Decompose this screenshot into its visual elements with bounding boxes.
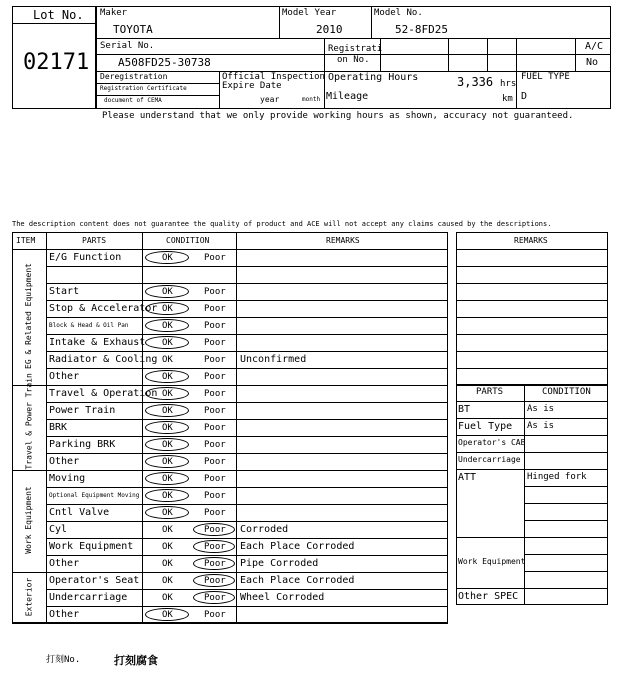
table-header-item: ITEM <box>16 236 36 245</box>
ok-circle-mark <box>145 489 189 502</box>
inspection-label-1: Official Inspection <box>222 72 325 82</box>
part-name: Other <box>49 558 80 569</box>
ok-option: OK <box>162 406 173 416</box>
remark-text: Unconfirmed <box>240 354 307 365</box>
poor-option: Poor <box>204 576 226 586</box>
fuel-type-label: FUEL TYPE <box>521 72 570 82</box>
part-name: Intake & Exhaust <box>49 337 146 348</box>
part-name: BRK <box>49 422 68 433</box>
description-notice: The description content does not guarantee the quality of product and ACE will not accept any claims caused by the descriptions. <box>12 220 552 228</box>
poor-option: Poor <box>204 423 226 433</box>
part-name: Undercarriage <box>49 592 128 603</box>
poor-option: Poor <box>204 321 226 331</box>
ok-circle-mark <box>145 506 189 519</box>
ok-option: OK <box>162 508 173 518</box>
month-label: month <box>302 96 321 103</box>
part-name: E/G Function <box>49 252 122 263</box>
stamp-label: 打刻No. <box>46 655 81 665</box>
serial-value: A508FD25-30738 <box>118 56 211 69</box>
poor-option: Poor <box>204 406 226 416</box>
hours-notice: Please understand that we only provide working hours as shown, accuracy not guaranteed. <box>102 111 574 121</box>
table-header-condition: CONDITION <box>166 236 210 245</box>
part-name: Start <box>49 286 80 297</box>
poor-option: Poor <box>204 593 226 603</box>
poor-option: Poor <box>204 440 226 450</box>
ac-value: No <box>586 57 599 68</box>
ok-circle-mark <box>145 472 189 485</box>
ok-option: OK <box>162 440 173 450</box>
part-name: Moving <box>49 473 86 484</box>
ok-option: OK <box>162 610 173 620</box>
ok-option: OK <box>162 525 173 535</box>
att-label: ATT <box>458 472 477 483</box>
registration-certificate-label: Registration Certificate <box>100 85 187 92</box>
ac-label: A/C <box>585 41 604 52</box>
ok-circle-mark <box>145 370 189 383</box>
poor-option: Poor <box>204 372 226 382</box>
ok-option: OK <box>162 542 173 552</box>
ok-circle-mark <box>145 455 189 468</box>
right-remarks-table <box>456 232 608 385</box>
bt-label: BT <box>458 404 471 415</box>
part-name: Other <box>49 456 80 467</box>
poor-option: Poor <box>204 542 226 552</box>
ok-option: OK <box>162 593 173 603</box>
model-year-label: Model Year <box>282 8 337 18</box>
part-name: Operator's Seat <box>49 575 140 586</box>
group-label: Exterior <box>24 577 33 616</box>
maker-value: TOYOTA <box>113 23 153 36</box>
part-name: Radiator & Cooling <box>49 354 158 365</box>
document-cema-label: document of CEMA <box>104 97 162 104</box>
ok-circle-mark <box>145 608 189 621</box>
inspection-label-2: Expire Date <box>222 81 282 91</box>
fuel-label: Fuel Type <box>458 421 513 432</box>
registration-label-1: Registrati <box>328 44 383 54</box>
ok-circle-mark <box>145 302 189 315</box>
ok-circle-mark <box>145 319 189 332</box>
remark-text: Each Place Corroded <box>240 575 355 586</box>
poor-option: Poor <box>204 474 226 484</box>
ok-option: OK <box>162 457 173 467</box>
ok-option: OK <box>162 491 173 501</box>
remark-text: Pipe Corroded <box>240 558 319 569</box>
ok-option: OK <box>162 287 173 297</box>
table-header-parts: PARTS <box>82 236 107 245</box>
poor-circle-mark <box>193 523 235 536</box>
poor-circle-mark <box>193 591 235 604</box>
ok-option: OK <box>162 321 173 331</box>
part-name: Cyl <box>49 524 68 535</box>
ok-circle-mark <box>145 387 189 400</box>
att-value: Hinged fork <box>527 472 587 482</box>
part-name: Other <box>49 609 80 620</box>
ok-option: OK <box>162 576 173 586</box>
serial-label: Serial No. <box>100 41 155 51</box>
poor-option: Poor <box>204 508 226 518</box>
poor-option: Poor <box>204 457 226 467</box>
ok-circle-mark <box>145 404 189 417</box>
poor-option: Poor <box>204 355 226 365</box>
operating-hours-label: Operating Hours <box>328 72 419 83</box>
ok-option: OK <box>162 304 173 314</box>
cab-label: Operator's CAB <box>458 438 526 447</box>
ok-circle-mark <box>145 336 189 349</box>
group-label: Travel & Power Train <box>24 372 33 469</box>
group-label: Work Equipment <box>24 486 33 554</box>
lot-number: 02171 <box>23 50 90 75</box>
right-col-parts: PARTS <box>476 387 504 397</box>
poor-option: Poor <box>204 491 226 501</box>
part-name: Optional Equipment Moving <box>49 492 140 499</box>
part-name: Block & Head & Oil Pan <box>49 322 129 329</box>
registration-label-2: on No. <box>337 55 370 65</box>
fuel-type-value: D <box>521 91 528 102</box>
ok-option: OK <box>162 338 173 348</box>
poor-option: Poor <box>204 525 226 535</box>
fuel-value: As is <box>527 421 555 431</box>
part-name: Power Train <box>49 405 116 416</box>
ok-option: OK <box>162 372 173 382</box>
model-year-value: 2010 <box>316 23 343 36</box>
part-name: Work Equipment <box>49 541 134 552</box>
ok-option: OK <box>162 253 173 263</box>
mileage-label: Mileage <box>326 91 369 102</box>
right-remarks-header: REMARKS <box>514 236 548 245</box>
remark-text: Wheel Corroded <box>240 592 325 603</box>
poor-option: Poor <box>204 287 226 297</box>
poor-option: Poor <box>204 389 226 399</box>
poor-option: Poor <box>204 338 226 348</box>
right-parts-table <box>456 384 608 605</box>
ok-option: OK <box>162 389 173 399</box>
ok-circle-mark <box>145 438 189 451</box>
condition-table <box>12 232 448 623</box>
poor-circle-mark <box>193 540 235 553</box>
part-name: Parking BRK <box>49 439 116 450</box>
ok-option: OK <box>162 355 173 365</box>
model-no-value: 52-8FD25 <box>395 23 448 36</box>
stamp-value: 打刻腐食 <box>114 654 158 667</box>
remark-text: Each Place Corroded <box>240 541 355 552</box>
bt-value: As is <box>527 404 555 414</box>
ok-option: OK <box>162 423 173 433</box>
undercarriage-label: Undercarriage <box>458 455 521 464</box>
year-label: year <box>260 95 280 104</box>
model-no-label: Model No. <box>374 8 423 18</box>
ok-circle-mark <box>145 421 189 434</box>
table-header-remarks: REMARKS <box>326 236 360 245</box>
poor-option: Poor <box>204 253 226 263</box>
part-name: Stop & Accelerator <box>49 303 158 314</box>
ok-option: OK <box>162 474 173 484</box>
km-unit: km <box>502 94 513 104</box>
hrs-unit: hrs <box>500 79 517 89</box>
group-label: EG & Related Equipment <box>24 263 33 369</box>
poor-circle-mark <box>193 557 235 570</box>
other-spec-label: Other SPEC <box>458 591 519 602</box>
remark-text: Corroded <box>240 524 289 535</box>
poor-option: Poor <box>204 559 226 569</box>
deregistration-label: Deregistration <box>100 72 168 81</box>
part-name: Other <box>49 371 80 382</box>
poor-circle-mark <box>193 574 235 587</box>
poor-option: Poor <box>204 610 226 620</box>
part-name: Cntl Valve <box>49 507 110 518</box>
ok-option: OK <box>162 559 173 569</box>
maker-label: Maker <box>100 8 128 18</box>
lot-label: Lot No. <box>33 8 84 22</box>
part-name: Travel & Operation <box>49 388 158 399</box>
poor-option: Poor <box>204 304 226 314</box>
ok-circle-mark <box>145 251 189 264</box>
right-col-condition: CONDITION <box>542 387 591 397</box>
operating-hours-value: 3,336 <box>457 75 494 89</box>
ok-circle-mark <box>145 285 189 298</box>
work-equipment-label: Work Equipment <box>458 557 526 566</box>
